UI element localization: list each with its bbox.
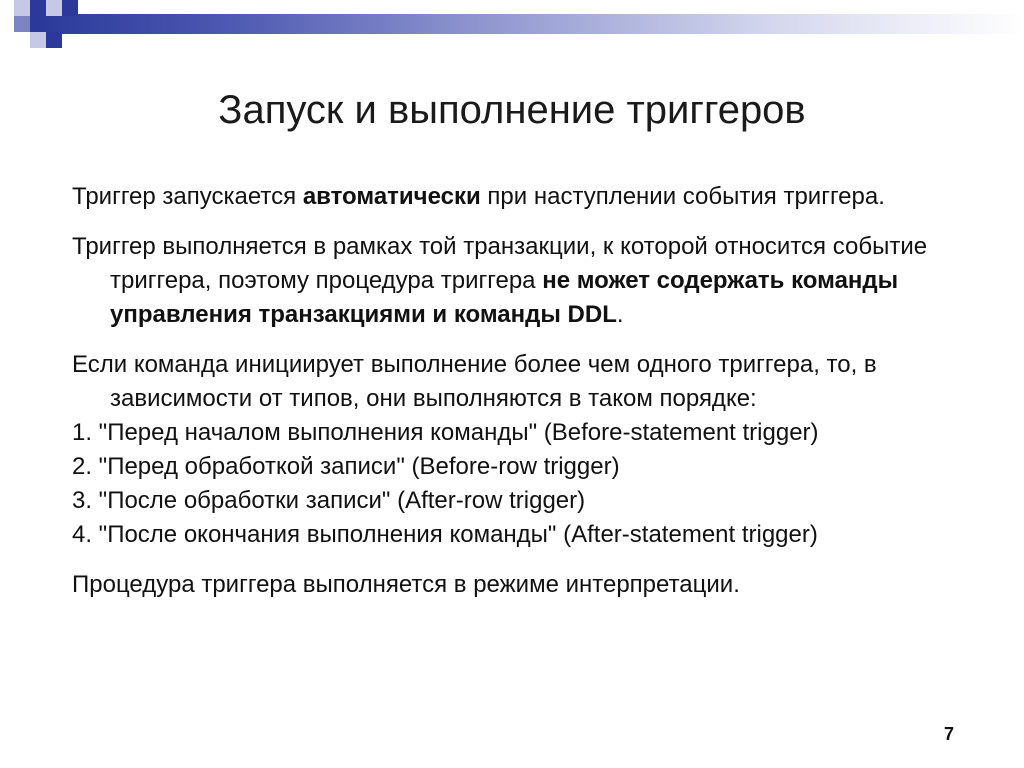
- paragraph-2: [72, 230, 972, 332]
- paragraph-1-post: при наступлении события триггера.: [480, 183, 885, 210]
- header-square: [30, 32, 46, 48]
- paragraph-1: [72, 180, 972, 214]
- paragraph-final: Процедура триггера выполняется в режиме интерпретации.: [72, 571, 740, 598]
- paragraph-1-bold: автоматически: [302, 183, 481, 210]
- paragraph-2-pre: Триггер выполняется в рамках той транзакции, к которой относится событие триггера, поэтому процедура триггера: [72, 233, 928, 294]
- trigger-order-list: [72, 416, 972, 552]
- slide-title: Запуск и выполнение триггеров: [218, 88, 806, 132]
- header-gradient-bar: [38, 14, 1024, 34]
- list-item: 2. "Перед обработкой записи" (Before-row trigger): [72, 453, 620, 480]
- header-square: [62, 0, 78, 16]
- list-item: 3. "После обработки записи" (After-row trigger): [72, 487, 586, 514]
- header-square: [14, 16, 30, 32]
- header-square: [14, 0, 30, 16]
- header-square: [30, 16, 46, 32]
- header-square: [30, 0, 46, 16]
- header-decoration: [0, 0, 1024, 48]
- page-number: 7: [944, 724, 955, 744]
- paragraph-2-post: .: [616, 301, 624, 328]
- header-square: [46, 32, 62, 48]
- header-square: [46, 0, 62, 16]
- list-item: 4. "После окончания выполнения команды" (After-statement trigger): [72, 521, 818, 548]
- paragraph-2-bold: не может содержать команды управления транзакциями и команды DDL: [110, 267, 899, 328]
- paragraph-1-pre: Триггер запускается: [72, 183, 303, 210]
- slide-body: [72, 180, 972, 602]
- list-item: 1. "Перед началом выполнения команды" (Before-statement trigger): [72, 419, 819, 446]
- paragraph-3: Если команда инициирует выполнение более чем одного триггера, то, в зависимости от типов, они выполняются в таком порядке:: [72, 351, 877, 412]
